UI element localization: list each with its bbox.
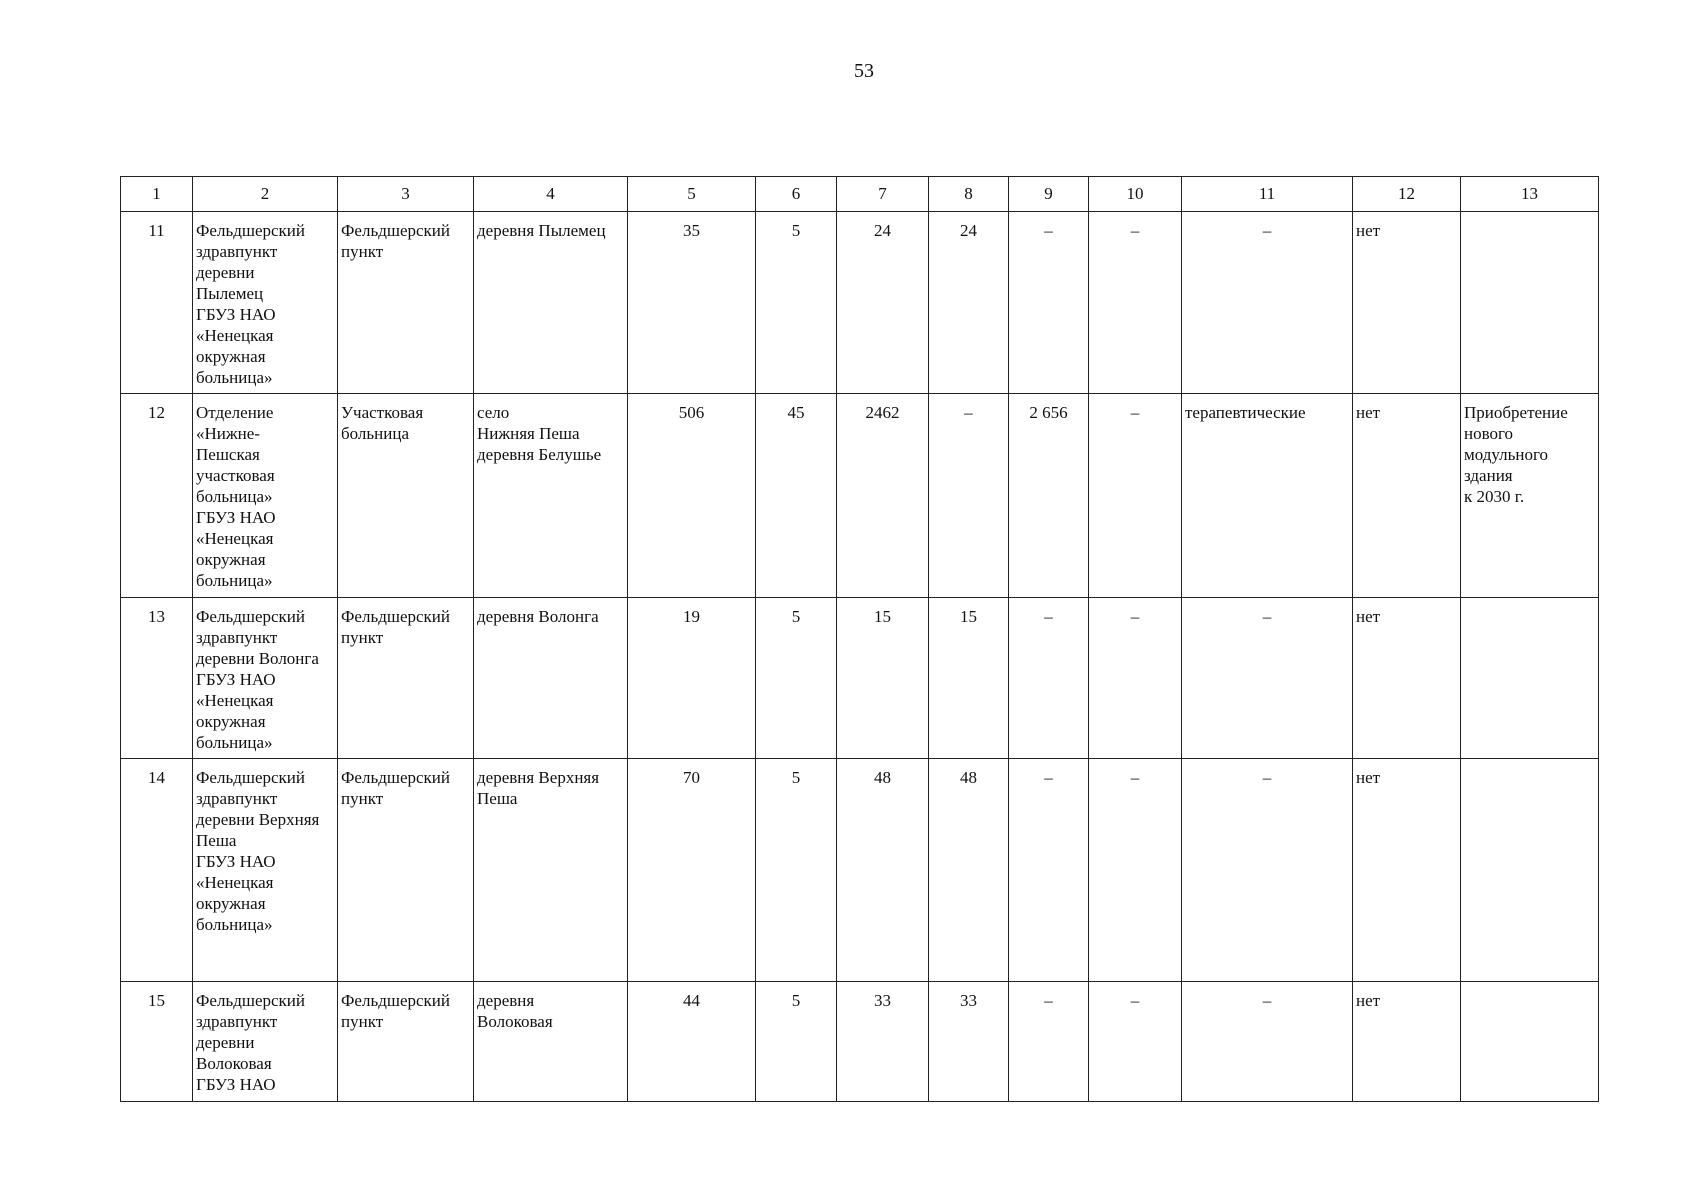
value-cell-6: 5 xyxy=(756,759,837,982)
header-cell: 12 xyxy=(1353,177,1461,212)
value-cell-9: – xyxy=(1009,212,1089,394)
table-row xyxy=(121,598,1599,759)
facility-type-cell: Фельдшерский пункт xyxy=(338,982,474,1102)
status-cell: нет xyxy=(1353,598,1461,759)
value-cell-9: – xyxy=(1009,598,1089,759)
value-cell-7: 2462 xyxy=(837,394,929,598)
value-cell-10: – xyxy=(1089,982,1182,1102)
status-cell: нет xyxy=(1353,212,1461,394)
header-cell: 13 xyxy=(1461,177,1599,212)
facility-name-cell: Отделение «Нижне- Пешская участковая больница» ГБУЗ НАО «Ненецкая окружная больница» xyxy=(193,394,338,598)
status-cell: нет xyxy=(1353,982,1461,1102)
table-row xyxy=(121,394,1599,598)
value-cell-8: 48 xyxy=(929,759,1009,982)
value-cell-6: 5 xyxy=(756,212,837,394)
value-cell-6: 5 xyxy=(756,982,837,1102)
table-row xyxy=(121,759,1599,982)
value-cell-10: – xyxy=(1089,759,1182,982)
row-number-cell: 13 xyxy=(121,598,193,759)
location-cell: деревня Верхняя Пеша xyxy=(474,759,628,982)
row-number-cell: 15 xyxy=(121,982,193,1102)
notes-cell xyxy=(1461,982,1599,1102)
page-number: 53 xyxy=(854,60,874,82)
facility-type-cell: Участковая больница xyxy=(338,394,474,598)
notes-cell xyxy=(1461,212,1599,394)
facilities-table xyxy=(120,176,1599,1102)
value-cell-10: – xyxy=(1089,394,1182,598)
profile-cell: терапевтические xyxy=(1182,394,1353,598)
profile-cell: – xyxy=(1182,212,1353,394)
value-cell-6: 5 xyxy=(756,598,837,759)
value-cell-5: 19 xyxy=(628,598,756,759)
notes-cell xyxy=(1461,598,1599,759)
value-cell-8: 33 xyxy=(929,982,1009,1102)
location-cell: деревня Волоковая xyxy=(474,982,628,1102)
value-cell-7: 48 xyxy=(837,759,929,982)
header-cell: 11 xyxy=(1182,177,1353,212)
profile-cell: – xyxy=(1182,598,1353,759)
header-cell: 5 xyxy=(628,177,756,212)
value-cell-9: 2 656 xyxy=(1009,394,1089,598)
value-cell-8: – xyxy=(929,394,1009,598)
value-cell-9: – xyxy=(1009,759,1089,982)
table-row xyxy=(121,212,1599,394)
header-cell: 4 xyxy=(474,177,628,212)
notes-cell: Приобретение нового модульного здания к 2030 г. xyxy=(1461,394,1599,598)
facility-type-cell: Фельдшерский пункт xyxy=(338,598,474,759)
status-cell: нет xyxy=(1353,759,1461,982)
facility-name-cell: Фельдшерский здравпункт деревни Верхняя Пеша ГБУЗ НАО «Ненецкая окружная больница» xyxy=(193,759,338,982)
profile-cell: – xyxy=(1182,759,1353,982)
value-cell-9: – xyxy=(1009,982,1089,1102)
value-cell-7: 15 xyxy=(837,598,929,759)
value-cell-5: 35 xyxy=(628,212,756,394)
header-cell: 1 xyxy=(121,177,193,212)
value-cell-5: 44 xyxy=(628,982,756,1102)
value-cell-5: 506 xyxy=(628,394,756,598)
notes-cell xyxy=(1461,759,1599,982)
value-cell-7: 33 xyxy=(837,982,929,1102)
value-cell-5: 70 xyxy=(628,759,756,982)
facility-name-cell: Фельдшерский здравпункт деревни Пылемец ГБУЗ НАО «Ненецкая окружная больница» xyxy=(193,212,338,394)
location-cell: деревня Пылемец xyxy=(474,212,628,394)
row-number-cell: 14 xyxy=(121,759,193,982)
facility-type-cell: Фельдшерский пункт xyxy=(338,759,474,982)
header-cell: 6 xyxy=(756,177,837,212)
value-cell-8: 15 xyxy=(929,598,1009,759)
header-cell: 2 xyxy=(193,177,338,212)
facility-type-cell: Фельдшерский пункт xyxy=(338,212,474,394)
header-cell: 10 xyxy=(1089,177,1182,212)
row-number-cell: 11 xyxy=(121,212,193,394)
facility-name-cell: Фельдшерский здравпункт деревни Волонга ГБУЗ НАО «Ненецкая окружная больница» xyxy=(193,598,338,759)
table-row xyxy=(121,982,1599,1102)
profile-cell: – xyxy=(1182,982,1353,1102)
location-cell: село Нижняя Пеша деревня Белушье xyxy=(474,394,628,598)
row-number-cell: 12 xyxy=(121,394,193,598)
status-cell: нет xyxy=(1353,394,1461,598)
value-cell-7: 24 xyxy=(837,212,929,394)
value-cell-6: 45 xyxy=(756,394,837,598)
header-cell: 7 xyxy=(837,177,929,212)
header-cell: 8 xyxy=(929,177,1009,212)
location-cell: деревня Волонга xyxy=(474,598,628,759)
value-cell-10: – xyxy=(1089,212,1182,394)
column-number-row xyxy=(121,177,1599,212)
header-cell: 9 xyxy=(1009,177,1089,212)
value-cell-10: – xyxy=(1089,598,1182,759)
header-cell: 3 xyxy=(338,177,474,212)
value-cell-8: 24 xyxy=(929,212,1009,394)
facility-name-cell: Фельдшерский здравпункт деревни Волоковая ГБУЗ НАО xyxy=(193,982,338,1102)
